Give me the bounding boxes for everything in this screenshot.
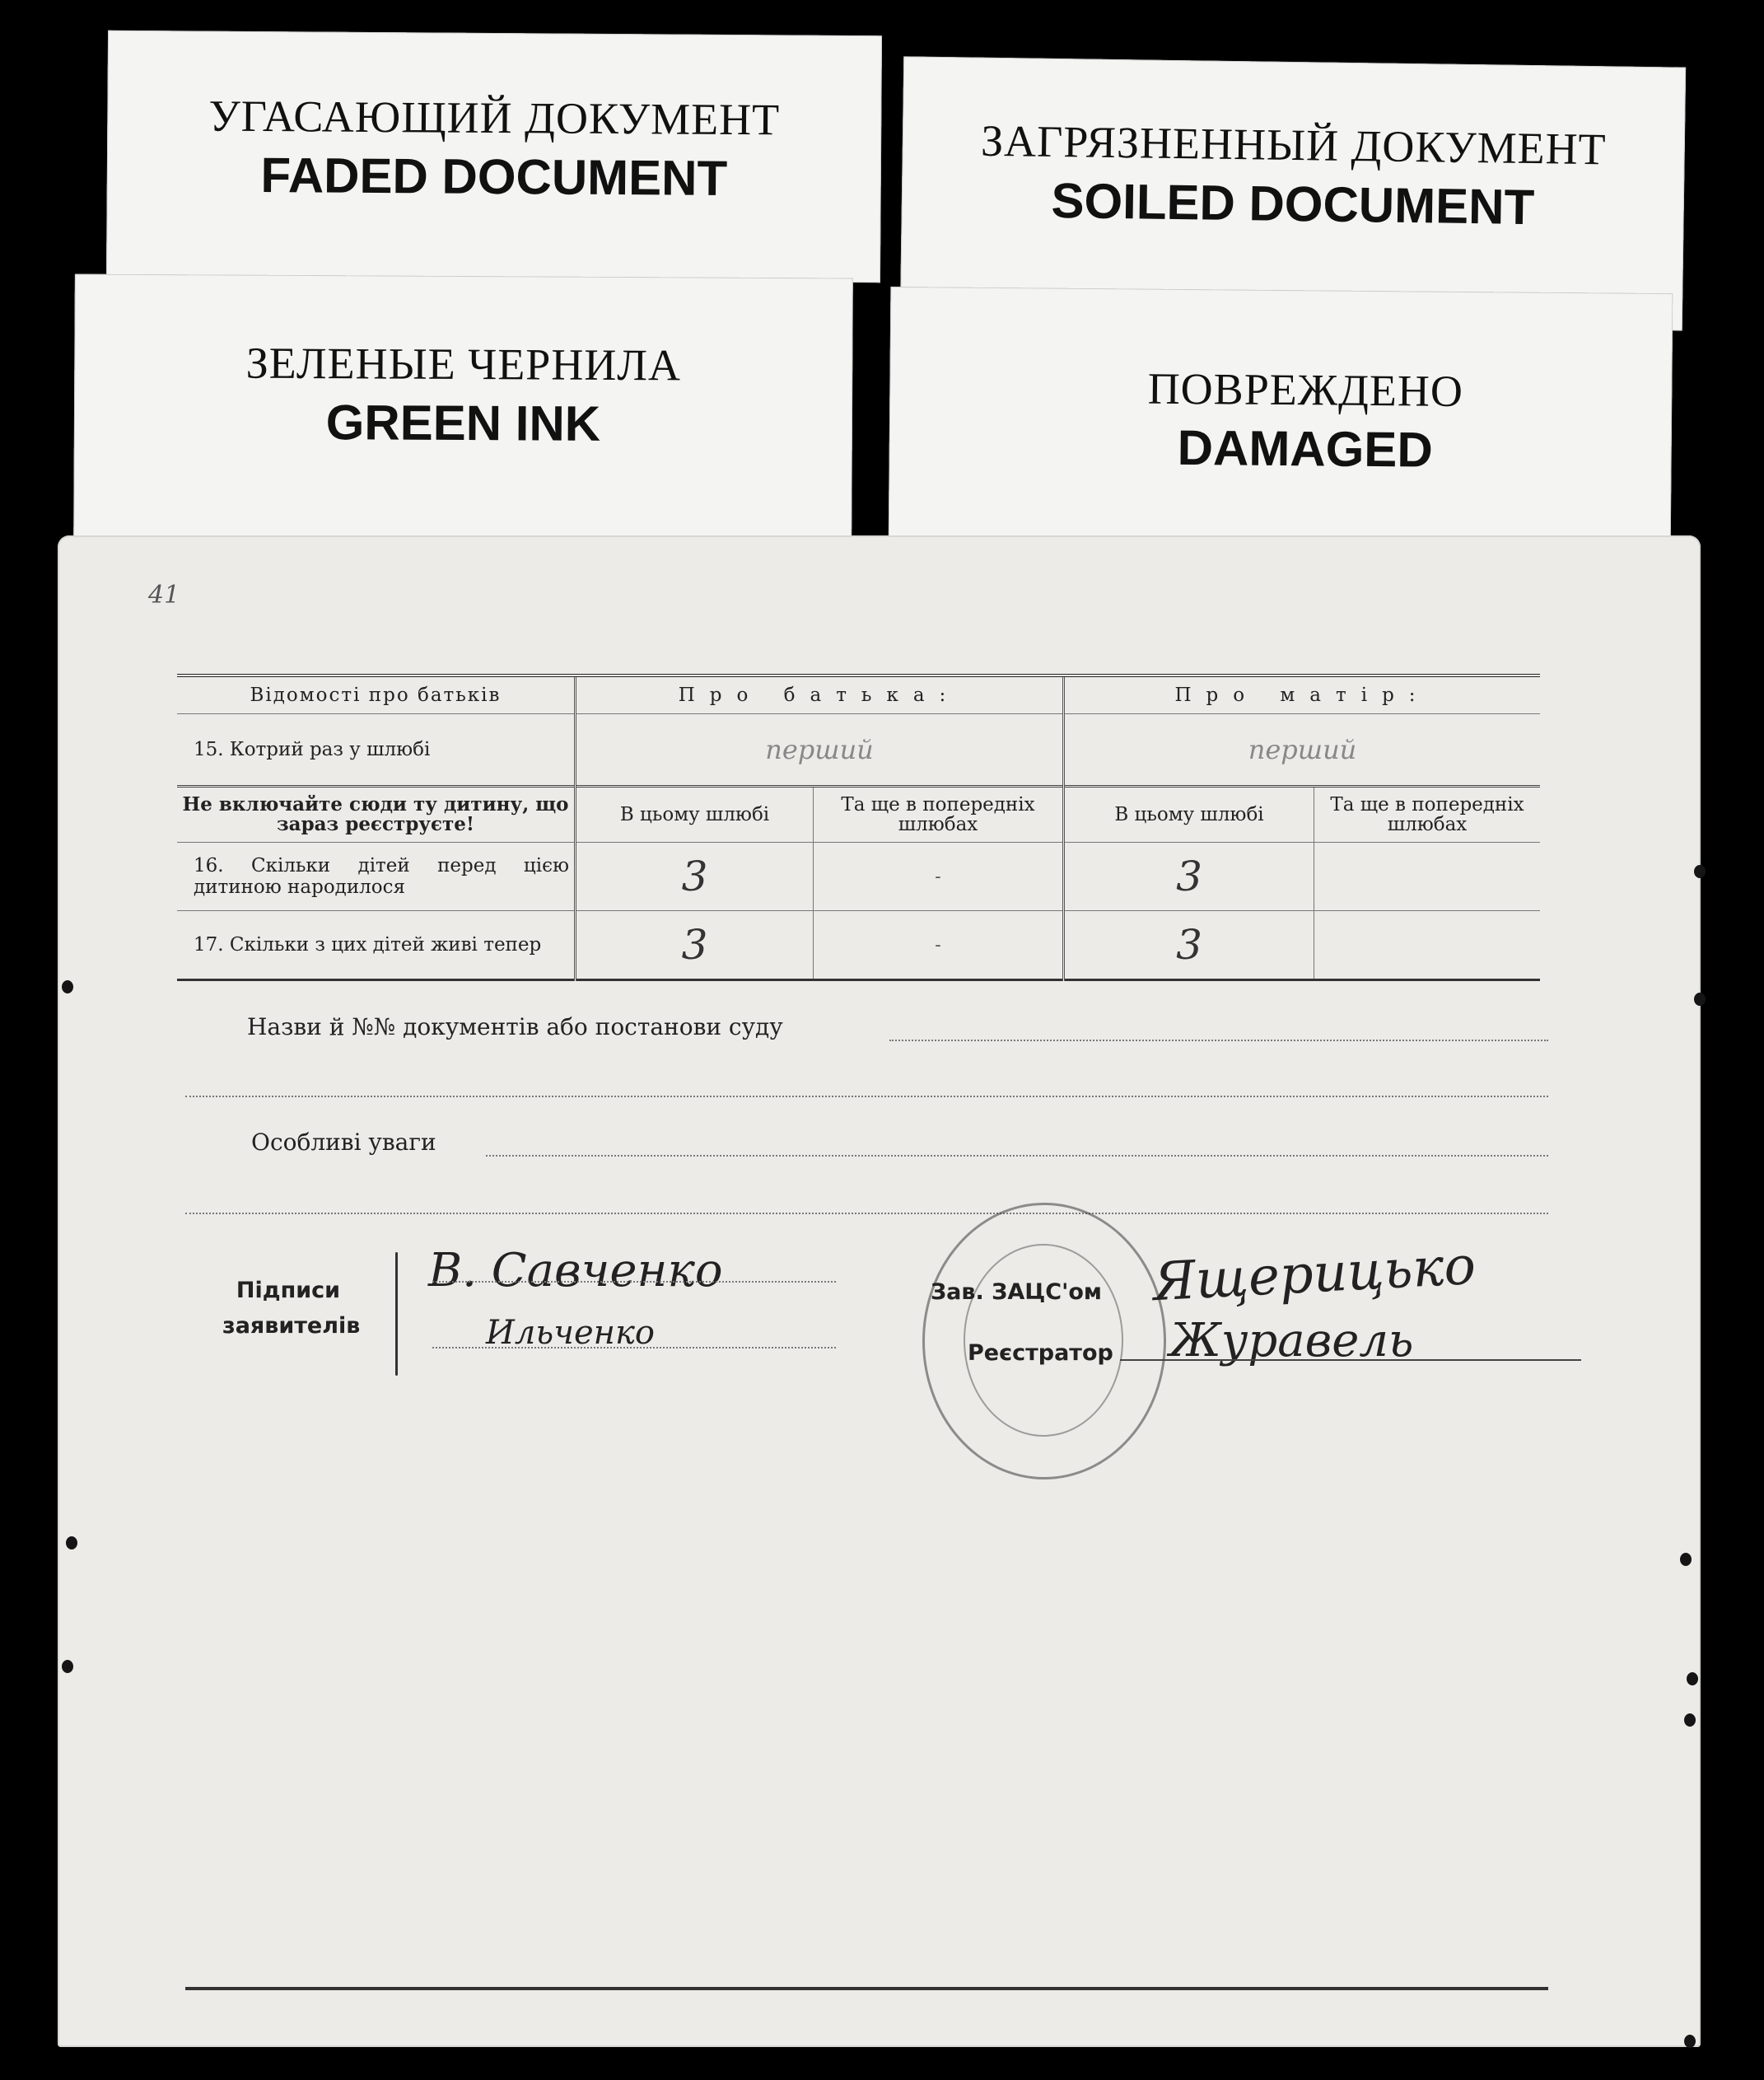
faded-document-card [106,30,882,283]
row17-mother-this: 3 [1064,911,1314,980]
col-header-parents-info: Відомості про батьків [177,675,576,714]
row16-father-prev: - [814,843,1064,911]
exclude-child-note: Не включайте сюди ту дитину, що зараз реєструєте! [177,787,576,843]
row17-mother-prev [1314,911,1541,980]
parents-info-table [177,674,1540,981]
row17-label: 17. Скільки з цих дітей живі тепер [177,911,576,980]
col-header-mother: Про матір: [1064,675,1541,714]
row17-father-this: 3 [576,911,814,980]
documents-field-label: Назви й №№ документів або постанови суду [247,1013,783,1040]
punch-hole [62,980,73,993]
father-this-marriage-header: В цьому шлюбі [576,787,814,843]
row15-father-value: перший [576,714,1064,787]
row15-mother-value: перший [1064,714,1541,787]
record-sheet [58,535,1701,2047]
punch-hole [1694,865,1706,878]
punch-hole [1687,1672,1698,1685]
card-label-en: SOILED DOCUMENT [1051,172,1535,236]
documents-field-line-2 [185,1096,1548,1097]
signature-line-2 [432,1347,836,1348]
remarks-field-label: Особливі уваги [251,1129,436,1156]
mother-previous-marriages-header: Та ще в попередніх шлюбах [1314,787,1541,843]
registrar-signature: Журавель [1169,1314,1414,1367]
punch-hole [62,1660,73,1673]
row16-mother-this: 3 [1064,843,1314,911]
punch-hole [1680,1553,1692,1566]
punch-hole [1694,993,1706,1006]
father-previous-marriages-header: Та ще в попередніх шлюбах [814,787,1064,843]
remarks-field-line [486,1155,1548,1157]
mother-this-marriage-header: В цьому шлюбі [1064,787,1314,843]
head-of-registry-label: Зав. ЗАЦС'ом [931,1279,1102,1305]
applicants-signatures-label: Підписи заявителів [222,1278,361,1339]
applicant-signature-2: Ильченко [486,1314,655,1352]
applicants-brace [395,1252,398,1376]
corner-mark: 41 [148,581,180,610]
card-label-ru: УГАСАЮЩИЙ ДОКУМЕНТ [208,91,781,145]
row16-father-this: 3 [576,843,814,911]
card-label-en: DAMAGED [1177,419,1434,478]
damaged-card [889,287,1673,557]
punch-hole [1684,2035,1696,2048]
col-header-father: Про батька: [576,675,1064,714]
card-label-en: FADED DOCUMENT [260,147,728,206]
registrar-signature-line [1120,1359,1581,1361]
card-label-ru: ПОВРЕЖДЕНО [1147,363,1464,416]
row15-label: 15. Котрий раз у шлюбі [177,714,576,787]
green-ink-card [73,274,853,550]
registrar-label: Реєстратор [968,1340,1113,1366]
applicant-signature-1: В. Савченко [428,1244,723,1297]
punch-hole [1684,1713,1696,1727]
row16-label: 16. Скільки дітей перед цією дитиною народилося [177,843,576,911]
row16-mother-prev [1314,843,1541,911]
row17-father-prev: - [814,911,1064,980]
card-label-en: GREEN INK [325,395,601,451]
documents-field-line [889,1040,1548,1041]
head-signature: Ящерицько [1151,1235,1477,1314]
bottom-rule [185,1987,1548,1990]
card-label-ru: ЗАГРЯЗНЕННЫЙ ДОКУМЕНТ [980,115,1607,175]
signature-line-1 [432,1281,836,1283]
punch-hole [66,1536,77,1549]
remarks-field-line-2 [185,1213,1548,1214]
card-label-ru: ЗЕЛЕНЫЕ ЧЕРНИЛА [245,338,682,390]
